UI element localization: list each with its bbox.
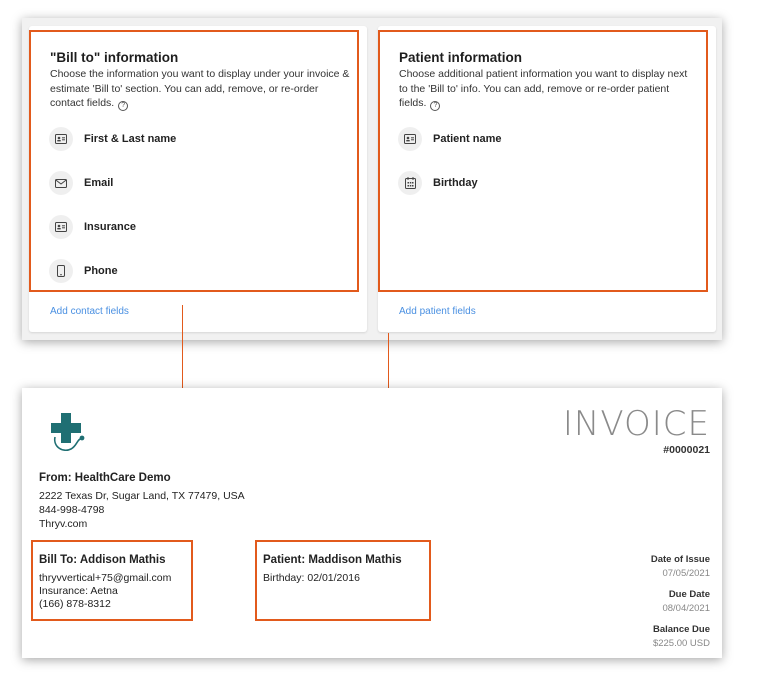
invoice-title: INVOICE	[562, 404, 710, 444]
field-label: Insurance	[84, 221, 136, 233]
bill-to-title: Bill To: Addison Mathis	[39, 554, 166, 566]
bill-to-email: thryvvertical+75@gmail.com	[39, 572, 172, 584]
field-label: Email	[84, 177, 114, 189]
field-label: Birthday	[433, 177, 478, 189]
due-date-label: Due Date	[668, 589, 710, 600]
field-label: First & Last name	[84, 133, 177, 145]
patient-card-title: Patient information	[399, 50, 523, 65]
patient-card-description: Choose additional patient information you want to display next to the 'Bill to' info. You can add, remove or re-order patient fields. ?	[399, 68, 688, 109]
patient-title: Patient: Maddison Mathis	[263, 554, 402, 566]
bill-to-highlight-box	[29, 30, 359, 292]
date-of-issue-label: Date of Issue	[650, 554, 710, 565]
bill-to-card-description: Choose the information you want to display under your invoice & estimate 'Bill to' section. You can add, remove, or re-order contact fields. ?	[50, 68, 350, 109]
add-contact-fields-link[interactable]: Add contact fields	[50, 306, 129, 317]
from-website: Thryv.com	[39, 518, 88, 530]
date-of-issue-value: 07/05/2021	[662, 568, 710, 579]
field-label: Phone	[84, 265, 118, 277]
due-date-value: 08/04/2021	[662, 603, 710, 614]
invoice-bill-to-highlight-box	[31, 540, 193, 621]
balance-due-label: Balance Due	[652, 624, 710, 635]
patient-birthday: Birthday: 02/01/2016	[263, 572, 360, 584]
field-label: Patient name	[433, 133, 502, 145]
bill-to-phone: (166) 878-8312	[39, 598, 111, 610]
add-patient-fields-link[interactable]: Add patient fields	[399, 306, 476, 317]
balance-due-value: $225.00 USD	[652, 638, 710, 649]
patient-highlight-box	[378, 30, 708, 292]
bill-to-insurance: Insurance: Aetna	[39, 585, 118, 597]
from-address: 2222 Texas Dr, Sugar Land, TX 77479, USA	[39, 490, 245, 502]
invoice-number: #0000021	[663, 444, 710, 456]
invoice-patient-highlight-box	[255, 540, 431, 621]
help-icon[interactable]: ?	[118, 101, 128, 111]
from-phone: 844-998-4798	[39, 504, 105, 516]
help-icon[interactable]: ?	[430, 101, 440, 111]
from-title: From: HealthCare Demo	[39, 472, 171, 484]
bill-to-card-title: "Bill to" information	[50, 50, 179, 65]
medical-cross-logo	[49, 411, 87, 455]
